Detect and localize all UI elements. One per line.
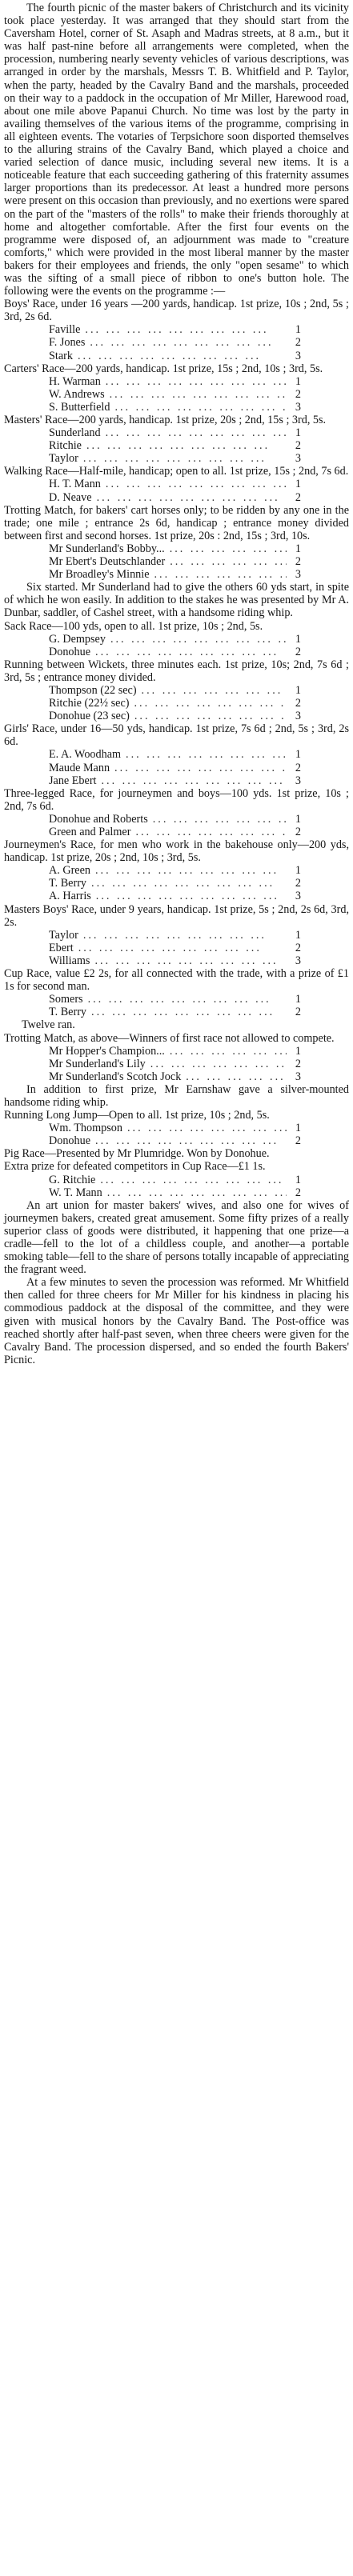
result-row: [4, 426, 349, 439]
leader-dots: [82, 439, 287, 452]
events-list: [4, 298, 349, 1199]
placing-number: 3: [295, 452, 301, 466]
placing-number: 1: [295, 632, 301, 646]
event-heading: Masters Boys' Race, under 9 years, handicap. 1st prize, 5s ; 2nd, 2s 6d, 3rd, 2s.: [4, 902, 349, 929]
result-row: [4, 452, 349, 465]
competitor-name: Taylor: [49, 452, 78, 466]
leader-dots: [105, 388, 287, 401]
placing-number: 1: [295, 993, 301, 1006]
result-row: [4, 646, 349, 658]
placing-number: 1: [295, 812, 301, 826]
leader-dots: [78, 929, 287, 942]
competitor-name: A. Harris: [49, 890, 91, 903]
competitor-name: Ebert: [49, 941, 74, 954]
result-row: [4, 929, 349, 942]
leader-dots: [86, 1006, 287, 1018]
leader-dots: [130, 710, 287, 722]
competitor-name: Ritchie: [49, 439, 82, 453]
placing-number: 2: [295, 826, 301, 838]
result-row: [4, 1134, 349, 1147]
result-row: [4, 748, 349, 761]
result-row: [4, 568, 349, 581]
placing-number: 1: [295, 323, 301, 337]
placing-number: 2: [295, 439, 301, 453]
result-row: [4, 542, 349, 555]
competitor-name: Mr Ebert's Deutschlander: [49, 555, 166, 569]
placing-number: 3: [295, 400, 301, 414]
placing-number: 2: [295, 1186, 301, 1199]
competitor-name: Donohue and Roberts: [49, 812, 148, 826]
competitor-name: Stark: [49, 349, 73, 362]
leader-dots: [90, 1134, 287, 1147]
placing-number: 2: [295, 1006, 301, 1019]
competitor-name: Sunderland: [49, 426, 101, 440]
leader-dots: [106, 633, 287, 646]
competitor-name: Mr Sunderland's Lily: [49, 1057, 146, 1070]
competitor-name: Donohue (23 sec): [49, 710, 130, 723]
leader-dots: [148, 813, 287, 826]
competitor-name: Green and Palmer: [49, 826, 131, 838]
placing-number: 2: [295, 761, 301, 774]
result-row: [4, 954, 349, 967]
result-row: [4, 491, 349, 504]
leader-dots: [90, 954, 287, 967]
placing-number: 3: [295, 1070, 301, 1083]
result-row: [4, 555, 349, 568]
result-row: [4, 323, 349, 336]
result-row: [4, 710, 349, 722]
result-row: [4, 684, 349, 697]
competitor-name: E. A. Woodham: [49, 748, 122, 762]
leader-dots: [165, 1045, 287, 1058]
result-row: [4, 813, 349, 826]
leader-dots: [137, 684, 287, 697]
competitor-name: A. Green: [49, 864, 90, 878]
leader-dots: [86, 877, 287, 890]
placing-number: 1: [295, 928, 301, 942]
leader-dots: [130, 826, 287, 838]
result-row: [4, 401, 349, 414]
leader-dots: [78, 452, 287, 465]
event-heading: Journeymen's Race, for men who work in the bakehouse only—200 yds, handicap. 1st prize, 20s ; 2nd, 10s ; 3rd, 5s.: [4, 838, 349, 865]
leader-dots: [85, 336, 287, 349]
leader-dots: [101, 426, 287, 439]
event-heading: In addition to first prize, Mr Earnshaw gave a silver-mounted handsome riding whip.: [4, 1082, 349, 1109]
result-row: [4, 864, 349, 877]
result-row: [4, 1174, 349, 1186]
leader-dots: [150, 568, 287, 581]
placing-number: 3: [295, 568, 301, 582]
leader-dots: [90, 646, 287, 658]
competitor-name: Jane Ebert: [49, 774, 97, 787]
leader-dots: [91, 890, 287, 902]
event-heading: Running Long Jump—Open to all. 1st prize, 10s ; 2nd, 5s.: [4, 1109, 270, 1122]
competitor-name: T. Berry: [49, 877, 87, 890]
result-row: [4, 774, 349, 787]
competitor-name: Ritchie (22½ sec): [49, 697, 130, 710]
art-union-paragraph: An art union for master bakers' wives, and also one for wives of journeymen bakers, created great amusement. Some fifty prizes of a really superior class of goods were distributed, it happening that one prize—a cradle—fell to the lot of a childless couple, and another—a portable smoking table—fell to the share of persons totally incapable of appreciating the fragrant weed.: [4, 1198, 350, 1277]
event-heading: Pig Race—Presented by Mr Plumridge. Won by Donohue.: [4, 1147, 270, 1161]
competitor-name: Donohue: [49, 1134, 91, 1148]
leader-dots: [90, 864, 287, 877]
leader-dots: [74, 942, 287, 954]
event-heading: Extra prize for defeated competitors in Cup Race—£1 1s.: [4, 1160, 266, 1174]
competitor-name: Williams: [49, 954, 90, 967]
result-row: [4, 826, 349, 838]
result-row: [4, 1070, 349, 1083]
result-row: [4, 1186, 349, 1199]
placing-number: 1: [295, 374, 301, 388]
leader-dots: [96, 774, 287, 787]
event-heading: Running between Wickets, three minutes each. 1st prize, 10s; 2nd, 7s 6d ; 3rd, 5s ; entrance money divided.: [4, 658, 349, 684]
competitor-name: Faville: [49, 323, 81, 337]
event-heading: Three-legged Race, for journeymen and boys—100 yds. 1st prize, 10s ; 2nd, 7s 6d.: [4, 786, 349, 813]
placing-number: 3: [295, 954, 301, 967]
result-row: [4, 1045, 349, 1058]
result-row: [4, 877, 349, 890]
placing-number: 2: [295, 555, 301, 569]
event-heading: Cup Race, value £2 2s, for all connected with the trade, with a prize of £1 1s for second man.: [4, 967, 349, 994]
leader-dots: [102, 1186, 287, 1199]
competitor-name: F. Jones: [49, 336, 86, 350]
placing-number: 1: [295, 683, 301, 697]
event-heading: Six started. Mr Sunderland had to give the others 60 yds start, in spite of which he won easily. In addition to the stakes he was presented by Mr A. Dunbar, saddler, of Cashel street, with a handsome riding whip.: [4, 581, 349, 620]
placing-number: 1: [295, 1122, 301, 1135]
leader-dots: [110, 762, 287, 774]
placing-number: 1: [295, 1044, 301, 1058]
event-heading: Boys' Race, under 16 years —200 yards, handicap. 1st prize, 10s ; 2nd, 5s ; 3rd, 2s 6d.: [4, 298, 349, 324]
placing-number: 2: [295, 697, 301, 710]
leader-dots: [73, 350, 287, 362]
competitor-name: G. Ritchie: [49, 1173, 96, 1186]
placing-number: 1: [295, 542, 301, 555]
result-row: [4, 388, 349, 401]
competitor-name: Mr Sunderland's Scotch Jock: [49, 1070, 182, 1083]
result-row: [4, 633, 349, 646]
placing-number: 2: [295, 387, 301, 401]
competitor-name: S. Butterfield: [49, 400, 110, 414]
competitor-name: H. T. Mann: [49, 478, 101, 491]
placing-number: 2: [295, 490, 301, 504]
competitor-name: Donohue: [49, 645, 91, 658]
placing-number: 2: [295, 1057, 301, 1070]
placing-number: 3: [295, 710, 301, 723]
leader-dots: [129, 697, 287, 710]
event-heading: Masters' Race—200 yards, handicap. 1st prize, 20s ; 2nd, 15s ; 3rd, 5s.: [4, 414, 327, 426]
competitor-name: Taylor: [49, 928, 78, 942]
event-heading: Girls' Race, under 16—50 yds, handicap. 1st prize, 7s 6d ; 2nd, 5s ; 3rd, 2s 6d.: [4, 722, 349, 749]
placing-number: 1: [295, 864, 301, 878]
competitor-name: T. Berry: [49, 1006, 87, 1019]
result-row: [4, 439, 349, 452]
event-heading: Sack Race—100 yds, open to all. 1st prize, 10s ; 2nd, 5s.: [4, 619, 263, 633]
leader-dots: [146, 1058, 287, 1070]
competitor-name: G. Dempsey: [49, 632, 106, 646]
event-heading: Walking Race—Half-mile, handicap; open to all. 1st prize, 15s ; 2nd, 7s 6d.: [4, 465, 349, 478]
placing-number: 3: [295, 890, 301, 903]
competitor-name: Mr Hopper's Champion...: [49, 1044, 165, 1058]
result-row: [4, 1058, 349, 1070]
result-row: [4, 890, 349, 902]
placing-number: 1: [295, 426, 301, 440]
leader-dots: [83, 993, 287, 1006]
result-row: [4, 1006, 349, 1018]
competitor-name: Somers: [49, 993, 83, 1006]
result-row: [4, 336, 349, 349]
placing-number: 3: [295, 774, 301, 787]
event-heading: Carters' Race—200 yards, handicap. 1st prize, 15s ; 2nd, 10s ; 3rd, 5s.: [4, 362, 323, 375]
placing-number: 2: [295, 1134, 301, 1148]
result-row: [4, 478, 349, 490]
competitor-name: W. Andrews: [49, 387, 105, 401]
intro-paragraph: The fourth picnic of the master bakers of Christchurch and its vicinity took place yesterday. It was arranged that they should start from the Caversham Hotel, corner of St. Asaph and Madras streets, at 8 a.m., but it was half past-nine before all arrangements were completed, when the procession, numbering nearly seventy vehicles of various descriptions, was arranged in order by the marshals, Messrs T. B. Whitfield and P. Taylor, when the party, headed by the Cavalry Band and the marshals, proceeded on their way to a paddock in the occupation of Mr Miller, Harewood road, about one mile above Papanui Church. No time was lost by the party in availing themselves of the various items of the programme, comprising in all eighteen events. The votaries of Terpsichore soon disported themselves to the alluring strains of the Cavalry Band, which played a choice and varied selection of dance music, including several new items. It is a noticeable feature that each succeeding gathering of this fraternity assumes larger proportions than its predecessor. At least a hundred more persons were present on this occasion than previously, and no exertions were spared on the part of the "masters of the rolls" to make their friends thoroughly at home and altogether comfortable. After the first four events on the programme were disposed of, an adjournment was made to "creature comforts," which were provided in the most liberal manner by the master bakers for their employees and friends, the only "open sesame" to which was the sifting of a small piece of ribbon to one's button hole. The following were the events on the programme :—: [4, 2, 349, 298]
placing-number: 1: [295, 748, 301, 762]
placing-number: 1: [295, 1173, 301, 1186]
leader-dots: [110, 401, 287, 414]
competitor-name: D. Neave: [49, 490, 92, 504]
competitor-name: Mr Sunderland's Bobby...: [49, 542, 165, 555]
leader-dots: [92, 491, 287, 504]
leader-dots: [80, 323, 287, 336]
leader-dots: [101, 375, 287, 388]
result-row: [4, 697, 349, 710]
leader-dots: [101, 478, 287, 490]
result-row: [4, 375, 349, 388]
result-row: [4, 993, 349, 1006]
competitor-name: Thompson (22 sec): [49, 683, 137, 697]
placing-number: 2: [295, 336, 301, 350]
placing-number: 2: [295, 941, 301, 954]
closing-paragraph: At a few minutes to seven the procession was reformed. Mr Whitfield then called for three cheers for Mr Miller for his kindness in placing his commodious paddock at the disposal of the committee, and they were given with musical honors by the Cavalry Band. The Post-office was reached shortly after half-past seven, when three cheers were given for the Cavalry Band. The procession dispersed, and so ended the fourth Bakers' Picnic.: [4, 1276, 349, 1366]
event-heading: Twelve ran.: [22, 1018, 75, 1032]
event-heading: Trotting Match, for bakers' cart horses only; to be ridden by any one in the trade; one mile ; entrance 2s 6d, handicap ; entrance money divided between first and second horses. 1st prize, 20s : 2nd, 15s ; 3rd, 10s.: [4, 503, 349, 542]
competitor-name: H. Warman: [49, 374, 101, 388]
leader-dots: [165, 542, 287, 555]
leader-dots: [121, 748, 287, 761]
event-heading: Trotting Match, as above—Winners of first race not allowed to compete.: [4, 1031, 335, 1045]
result-row: [4, 942, 349, 954]
placing-number: 2: [295, 645, 301, 658]
competitor-name: Maude Mann: [49, 761, 110, 774]
result-row: [4, 762, 349, 774]
competitor-name: Wm. Thompson: [49, 1122, 122, 1135]
result-row: [4, 350, 349, 362]
leader-dots: [95, 1174, 287, 1186]
result-row: [4, 1122, 349, 1134]
placing-number: 3: [295, 349, 301, 362]
leader-dots: [165, 555, 287, 568]
placing-number: 2: [295, 877, 301, 890]
competitor-name: W. T. Mann: [49, 1186, 102, 1199]
placing-number: 1: [295, 478, 301, 491]
leader-dots: [181, 1070, 287, 1083]
competitor-name: Mr Broadley's Minnie: [49, 568, 150, 582]
leader-dots: [122, 1122, 287, 1134]
